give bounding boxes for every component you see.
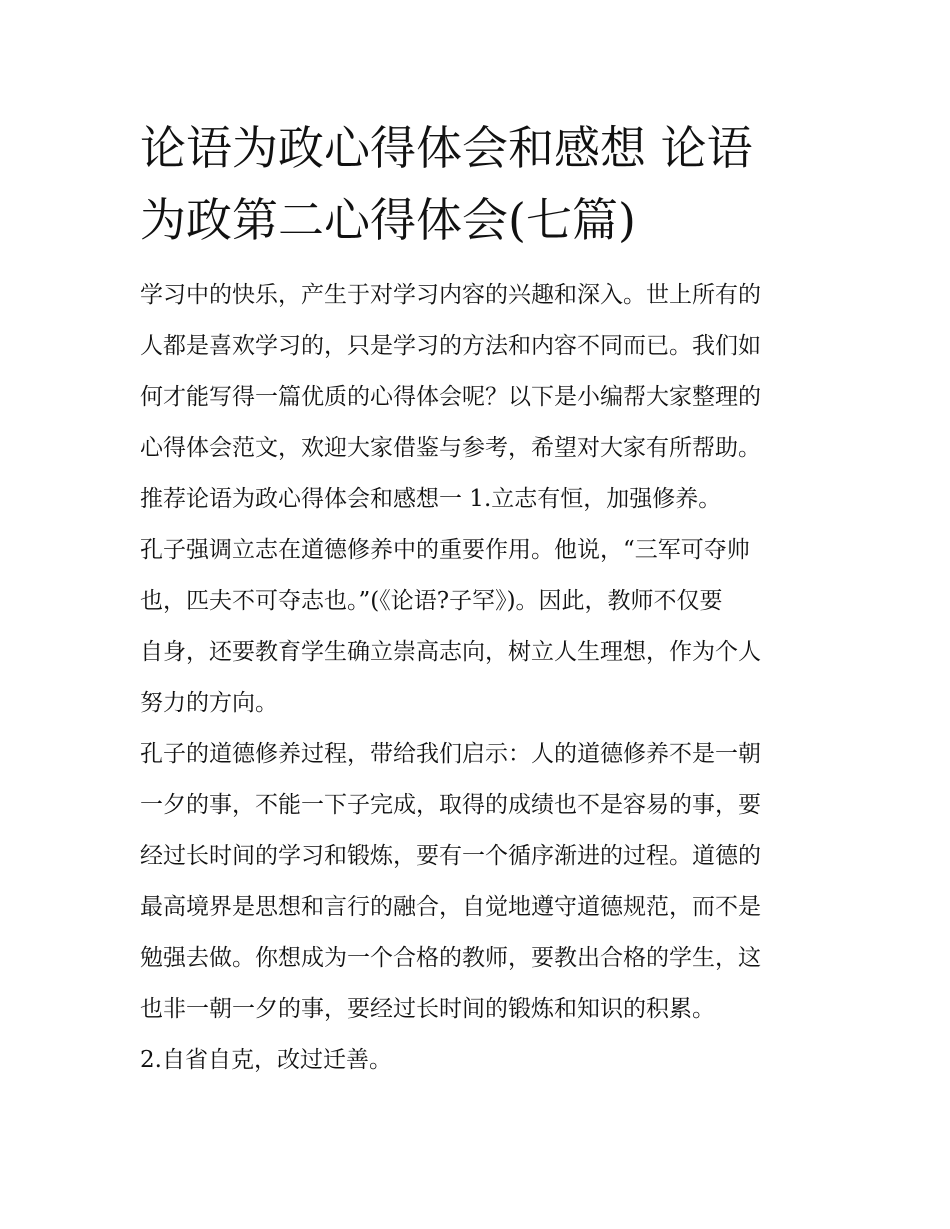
document-title (140, 112, 820, 256)
text-line: 自身，还要教育学生确立崇高志向，树立人生理想，作为个人 (140, 639, 761, 665)
text-line: 何才能写得一篇优质的心得体会呢？以下是小编帮大家整理的 (140, 384, 761, 410)
text-line: 也，匹夫不可夺志也。”(《论语?子罕》)。因此，教师不仅要 (140, 588, 723, 614)
text-line: 2.自省自克，改过迁善。 (140, 1047, 392, 1073)
text-line: 人都是喜欢学习的，只是学习的方法和内容不同而已。我们如 (140, 333, 761, 359)
body-paragraph (140, 729, 820, 1035)
text-line: 孔子强调立志在道德修养中的重要作用。他说，“三军可夺帅 (140, 537, 750, 563)
text-line: 经过长时间的学习和锻炼，要有一个循序渐进的过程。道德的 (140, 843, 761, 869)
section-heading-paragraph (140, 1035, 820, 1086)
text-line: 努力的方向。 (140, 690, 278, 716)
title-line: 为政第二心得体会(七篇) (140, 193, 636, 247)
text-line: 孔子的道德修养过程，带给我们启示：人的道德修养不是一朝 (140, 741, 761, 767)
title-line: 论语为政心得体会和感想 论语 (140, 121, 753, 175)
document-page (140, 112, 820, 1086)
body-paragraph (140, 525, 820, 729)
text-line: 推荐论语为政心得体会和感想一 1.立志有恒，加强修养。 (140, 486, 722, 512)
text-line: 心得体会范文，欢迎大家借鉴与参考，希望对大家有所帮助。 (140, 435, 761, 461)
intro-paragraph (140, 270, 820, 474)
text-line: 一夕的事，不能一下子完成，取得的成绩也不是容易的事，要 (140, 792, 761, 818)
document-body (140, 270, 820, 1086)
text-line: 也非一朝一夕的事，要经过长时间的锻炼和知识的积累。 (140, 996, 715, 1022)
text-line: 学习中的快乐，产生于对学习内容的兴趣和深入。世上所有的 (140, 282, 761, 308)
section-heading-paragraph (140, 474, 820, 525)
text-line: 勉强去做。你想成为一个合格的教师，要教出合格的学生，这 (140, 945, 761, 971)
text-line: 最高境界是思想和言行的融合，自觉地遵守道德规范，而不是 (140, 894, 761, 920)
